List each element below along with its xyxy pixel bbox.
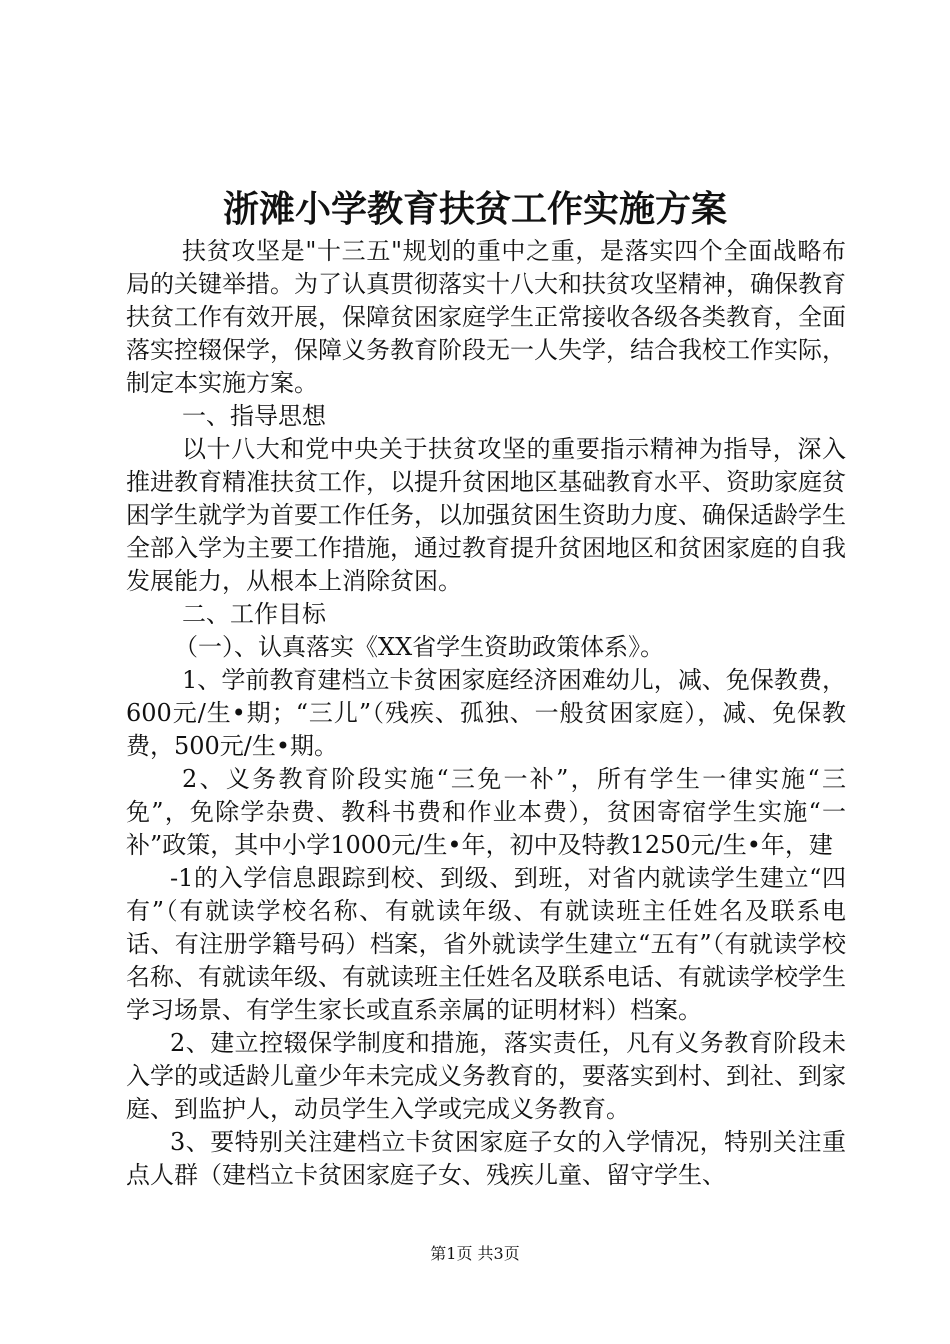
item-dropout-control: 2、建立控辍保学制度和措施，落实责任，凡有义务教育阶段未入学的或适龄儿童少年未完成义务教育的，要落实到村、到社、到家庭、到监护人，动员学生入学或完成义务教育。: [126, 1029, 846, 1123]
guiding-thought-paragraph: 以十八大和党中央关于扶贫攻坚的重要指示精神为指导，深入推进教育精准扶贫工作，以提升贫困地区基础教育水平、资助家庭贫困学生就学为首要工作任务，以加强贫困生资助力度、确保适龄学生全部入学为主要工作措施，通过教育提升贫困地区和贫困家庭的自我发展能力，从根本上消除贫困。: [126, 435, 846, 595]
subsection-heading-policy: （一）、认真落实《XX省学生资助政策体系》。: [174, 633, 665, 661]
item-key-groups: 3、要特别关注建档立卡贫困家庭子女的入学情况，特别关注重点人群（建档立卡贫困家庭子女、残疾儿童、留守学生、: [126, 1128, 846, 1189]
section-heading-guiding-thought: 一、指导思想: [182, 402, 326, 430]
document-body: [126, 235, 846, 1192]
item-compulsory-education: 2、义务教育阶段实施“三免一补”，所有学生一律实施“三免”，免除学杂费、教科书费和作业本费），贫困寄宿学生实施“一补”政策，其中小学1000元/生•年，初中及特教1250元/生•年，建: [126, 765, 846, 859]
intro-paragraph: 扶贫攻坚是"十三五"规划的重中之重，是落实四个全面战略布局的关键举措。为了认真贯彻落实十八大和扶贫攻坚精神，确保教育扶贫工作有效开展，保障贫困家庭学生正常接收各级各类教育，全面落实控辍保学，保障义务教育阶段无一人失学，结合我校工作实际，制定本实施方案。: [126, 237, 846, 397]
document-title: 浙滩小学教育扶贫工作实施方案: [222, 189, 727, 230]
page-footer: 第1页 共3页: [430, 1244, 520, 1263]
item-preschool: 1、学前教育建档立卡贫困家庭经济困难幼儿，减、免保教费，600元/生•期；“三儿”（残疾、孤独、一般贫困家庭），减、免保教费，500元/生•期。: [126, 666, 846, 760]
item-enrollment-tracking: -1的入学信息跟踪到校、到级、到班，对省内就读学生建立“四有”（有就读学校名称、有就读年级、有就读班主任姓名及联系电话、有注册学籍号码）档案，省外就读学生建立“五有”（有就读学校名称、有就读年级、有就读班主任姓名及联系电话、有就读学校学生学习场景、有学生家长或直系亲属的证明材料）档案。: [126, 864, 846, 1024]
section-heading-work-goals: 二、工作目标: [182, 600, 326, 628]
